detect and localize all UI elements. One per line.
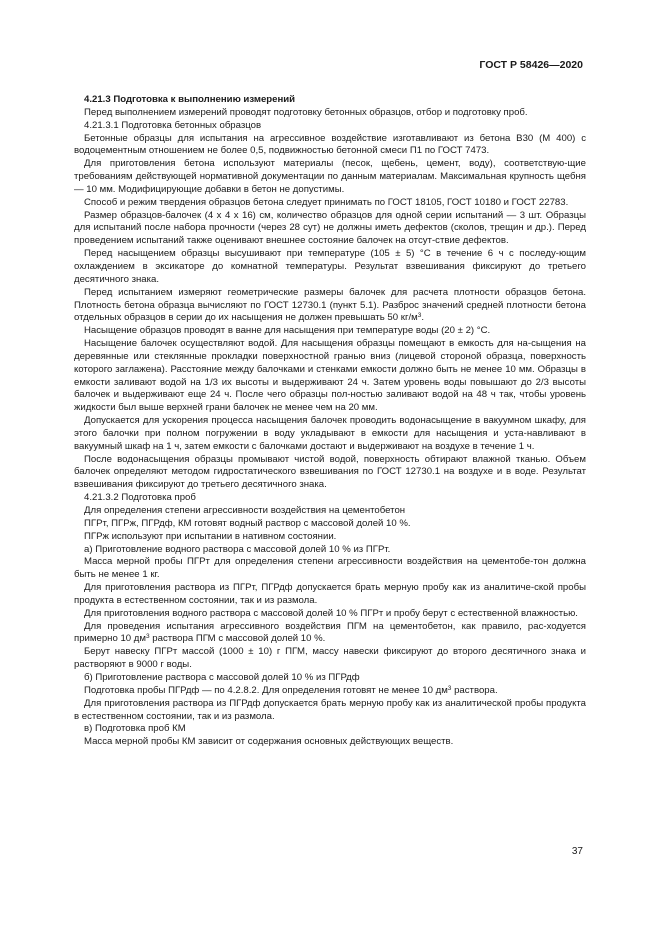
paragraph: [74, 736, 586, 749]
paragraph-text: Бетонные образцы для испытания на агрессивное воздействие изготавливают из бетона В30 (М 400) с водоцементным отношением не более 0,5, подвижностью бетонной смеси П1 по ГОСТ 7473.: [74, 132, 586, 157]
paragraph: [74, 454, 586, 493]
paragraph-text-tail: раствора ПГМ с массовой долей 10 %.: [149, 633, 326, 645]
document-code: ГОСТ Р 58426—2020: [479, 59, 583, 71]
paragraph: [74, 338, 586, 415]
paragraph-text: а) Приготовление водного раствора с массовой долей 10 % из ПГРт.: [84, 543, 391, 555]
paragraph-text: Для проведения испытания агрессивного воздействия ПГМ на цементобетон, как правило, рас-ходуется примерно 10 дм: [74, 620, 586, 645]
paragraph: [74, 210, 586, 249]
paragraph-text: Берут навеску ПГРт массой (1000 ± 10) г ПГМ, массу навески фиксируют до второго десятичного знака и растворяют в 9000 г воды.: [74, 646, 586, 671]
paragraph: [74, 325, 586, 338]
paragraph: [74, 158, 586, 197]
paragraph-text: Масса мерной пробы КМ зависит от содержания основных действующих веществ.: [84, 736, 454, 748]
paragraph: [74, 698, 586, 724]
paragraph: [74, 672, 586, 685]
paragraph-text: Допускается для ускорения процесса насыщения балочек проводить водонасыщение в вакуумном шкафу, для этого балочки при полном погружении в воду укладывают в емкости для насыщения и уста-навливают в вакуумный шкаф на 1 ч, затем емкости с балочками достают и выдерживают на воздухе в течение 1 ч.: [74, 415, 586, 452]
paragraph-text: б) Приготовление раствора с массовой долей 10 % из ПГРдф: [84, 671, 360, 683]
paragraph-text: Насыщение балочек осуществляют водой. Для насыщения образцы помещают в емкость для на-сыщения на деревянные или стеклянные прокладки поверхностной гранью вниз (лицевой стороной образца, поверхность которого заглажена). Расстояние между балочками и стенками емкости должно быть не менее 10 мм. Образцы в емкости заливают водой на 1/3 их высоты и выдерживают 24 ч. Затем уровень воды повышают до 2/3 высоты балочек и выдерживают еще 24 ч. После чего образцы пол-ностью заливают водой на 48 ч так, чтобы уровень жидкости был выше верхней грани балочек не менее чем на 20 мм.: [74, 338, 586, 414]
paragraph-text: 4.21.3.2 Подготовка проб: [84, 492, 196, 504]
paragraph: [74, 723, 586, 736]
paragraph: [74, 287, 586, 326]
paragraph-text: Перед насыщением образцы высушивают при температуре (105 ± 5) °С в течение 6 ч с последу-ющим охлаждением в эксикаторе до комнатной температуры. Результат взвешивания фиксируют до третьего десятичного знака.: [74, 248, 586, 285]
paragraph: [74, 608, 586, 621]
paragraph: [74, 415, 586, 454]
paragraph-text: ПГРт, ПГРж, ПГРдф, КМ готовят водный раствор с массовой долей 10 %.: [84, 517, 411, 529]
paragraph-text: Для приготовления бетона используют материалы (песок, щебень, цемент, воду), соответствую-щие требованиям действующей нормативной документации по данным материалам. Максимальная крупность щебня — 10 мм. Модифицирующие добавки в бетон не допустимы.: [74, 158, 586, 195]
paragraph: [74, 582, 586, 608]
paragraph: [74, 107, 586, 120]
paragraph-text: ПГРж используют при испытании в нативном состоянии.: [84, 530, 337, 542]
paragraph: [74, 120, 586, 133]
paragraph-text-tail: раствора.: [451, 684, 498, 696]
paragraph: [74, 685, 586, 698]
superscript: 3: [146, 633, 150, 641]
paragraph: [74, 518, 586, 531]
paragraph-text: в) Подготовка проб КМ: [84, 723, 186, 735]
paragraph: [74, 646, 586, 672]
paragraph-text: Перед испытанием измеряют геометрические размеры балочек для расчета плотности образцов бетона. Плотность бетона образца вычисляют по ГОСТ 12730.1 (пункт 5.1). Разброс значений средней плотности бетона отдельных образцов в серии до их насыщения не должен превышать 50 кг/м: [74, 286, 586, 324]
paragraph: [74, 197, 586, 210]
paragraph-text: После водонасыщения образцы промывают чистой водой, поверхность обтирают влажной тканью. Объем балочек определяют методом гидростатического взвешивания по ГОСТ 12730.1 на воздухе и в воде. Результат взвешивания фиксируют до третьего десятичного знака.: [74, 453, 586, 491]
paragraph: [74, 556, 586, 582]
paragraph-text: Способ и режим твердения образцов бетона следует принимать по ГОСТ 18105, ГОСТ 10180 и ГОСТ 22783.: [84, 196, 569, 208]
paragraph-text: Размер образцов-балочек (4 x 4 x 16) см, количество образцов для одной серии испытаний — 3 шт. Образцы для испытаний после набора прочности (через 28 сут) не должны иметь дефектов (сколов, трещин и др.). Перед проведением испытаний также оценивают внешнее состояние балочек на отсут-ствие дефектов.: [74, 209, 586, 247]
paragraph: [74, 133, 586, 159]
paragraph-text: 4.21.3 Подготовка к выполнению измерений: [84, 94, 296, 105]
paragraph-text-tail: .: [421, 312, 425, 324]
paragraph: [74, 544, 586, 557]
paragraph: [74, 492, 586, 505]
paragraph-text: Перед выполнением измерений проводят подготовку бетонных образцов, отбор и подготовку проб.: [84, 106, 528, 118]
paragraph: [74, 531, 586, 544]
paragraph-text: Для приготовления раствора из ПГРт, ПГРдф допускается брать мерную пробу как из аналитиче-ской пробы продукта в естественном состоянии, так и из размола.: [74, 582, 586, 606]
paragraph-text: Для приготовления раствора из ПГРдф допускается брать мерную пробу как из аналитической пробы продукта в естественном состоянии, так и из размола.: [74, 697, 586, 722]
document-body: [74, 94, 586, 749]
paragraph-text: Для приготовления водного раствора с массовой долей 10 % ПГРт и пробу берут с естественной влажностью.: [84, 607, 578, 619]
page-number: 37: [571, 846, 583, 857]
paragraph: [74, 505, 586, 518]
paragraph-text: Масса мерной пробы ПГРт для определения степени агрессивности воздействия на цементобе-тон должна быть не менее 1 кг.: [74, 556, 586, 581]
section-heading: [74, 94, 586, 107]
paragraph: [74, 621, 586, 647]
paragraph-text: 4.21.3.1 Подготовка бетонных образцов: [84, 119, 262, 131]
paragraph: [74, 248, 586, 287]
superscript: 3: [417, 312, 422, 320]
paragraph-text: Для определения степени агрессивности воздействия на цементобетон: [84, 505, 406, 516]
superscript: 3: [447, 684, 452, 692]
paragraph-text: Подготовка пробы ПГРдф — по 4.2.8.2. Для определения готовят не менее 10 дм: [84, 684, 448, 696]
paragraph-text: Насыщение образцов проводят в ванне для насыщения при температуре воды (20 ± 2) °С.: [84, 325, 491, 337]
